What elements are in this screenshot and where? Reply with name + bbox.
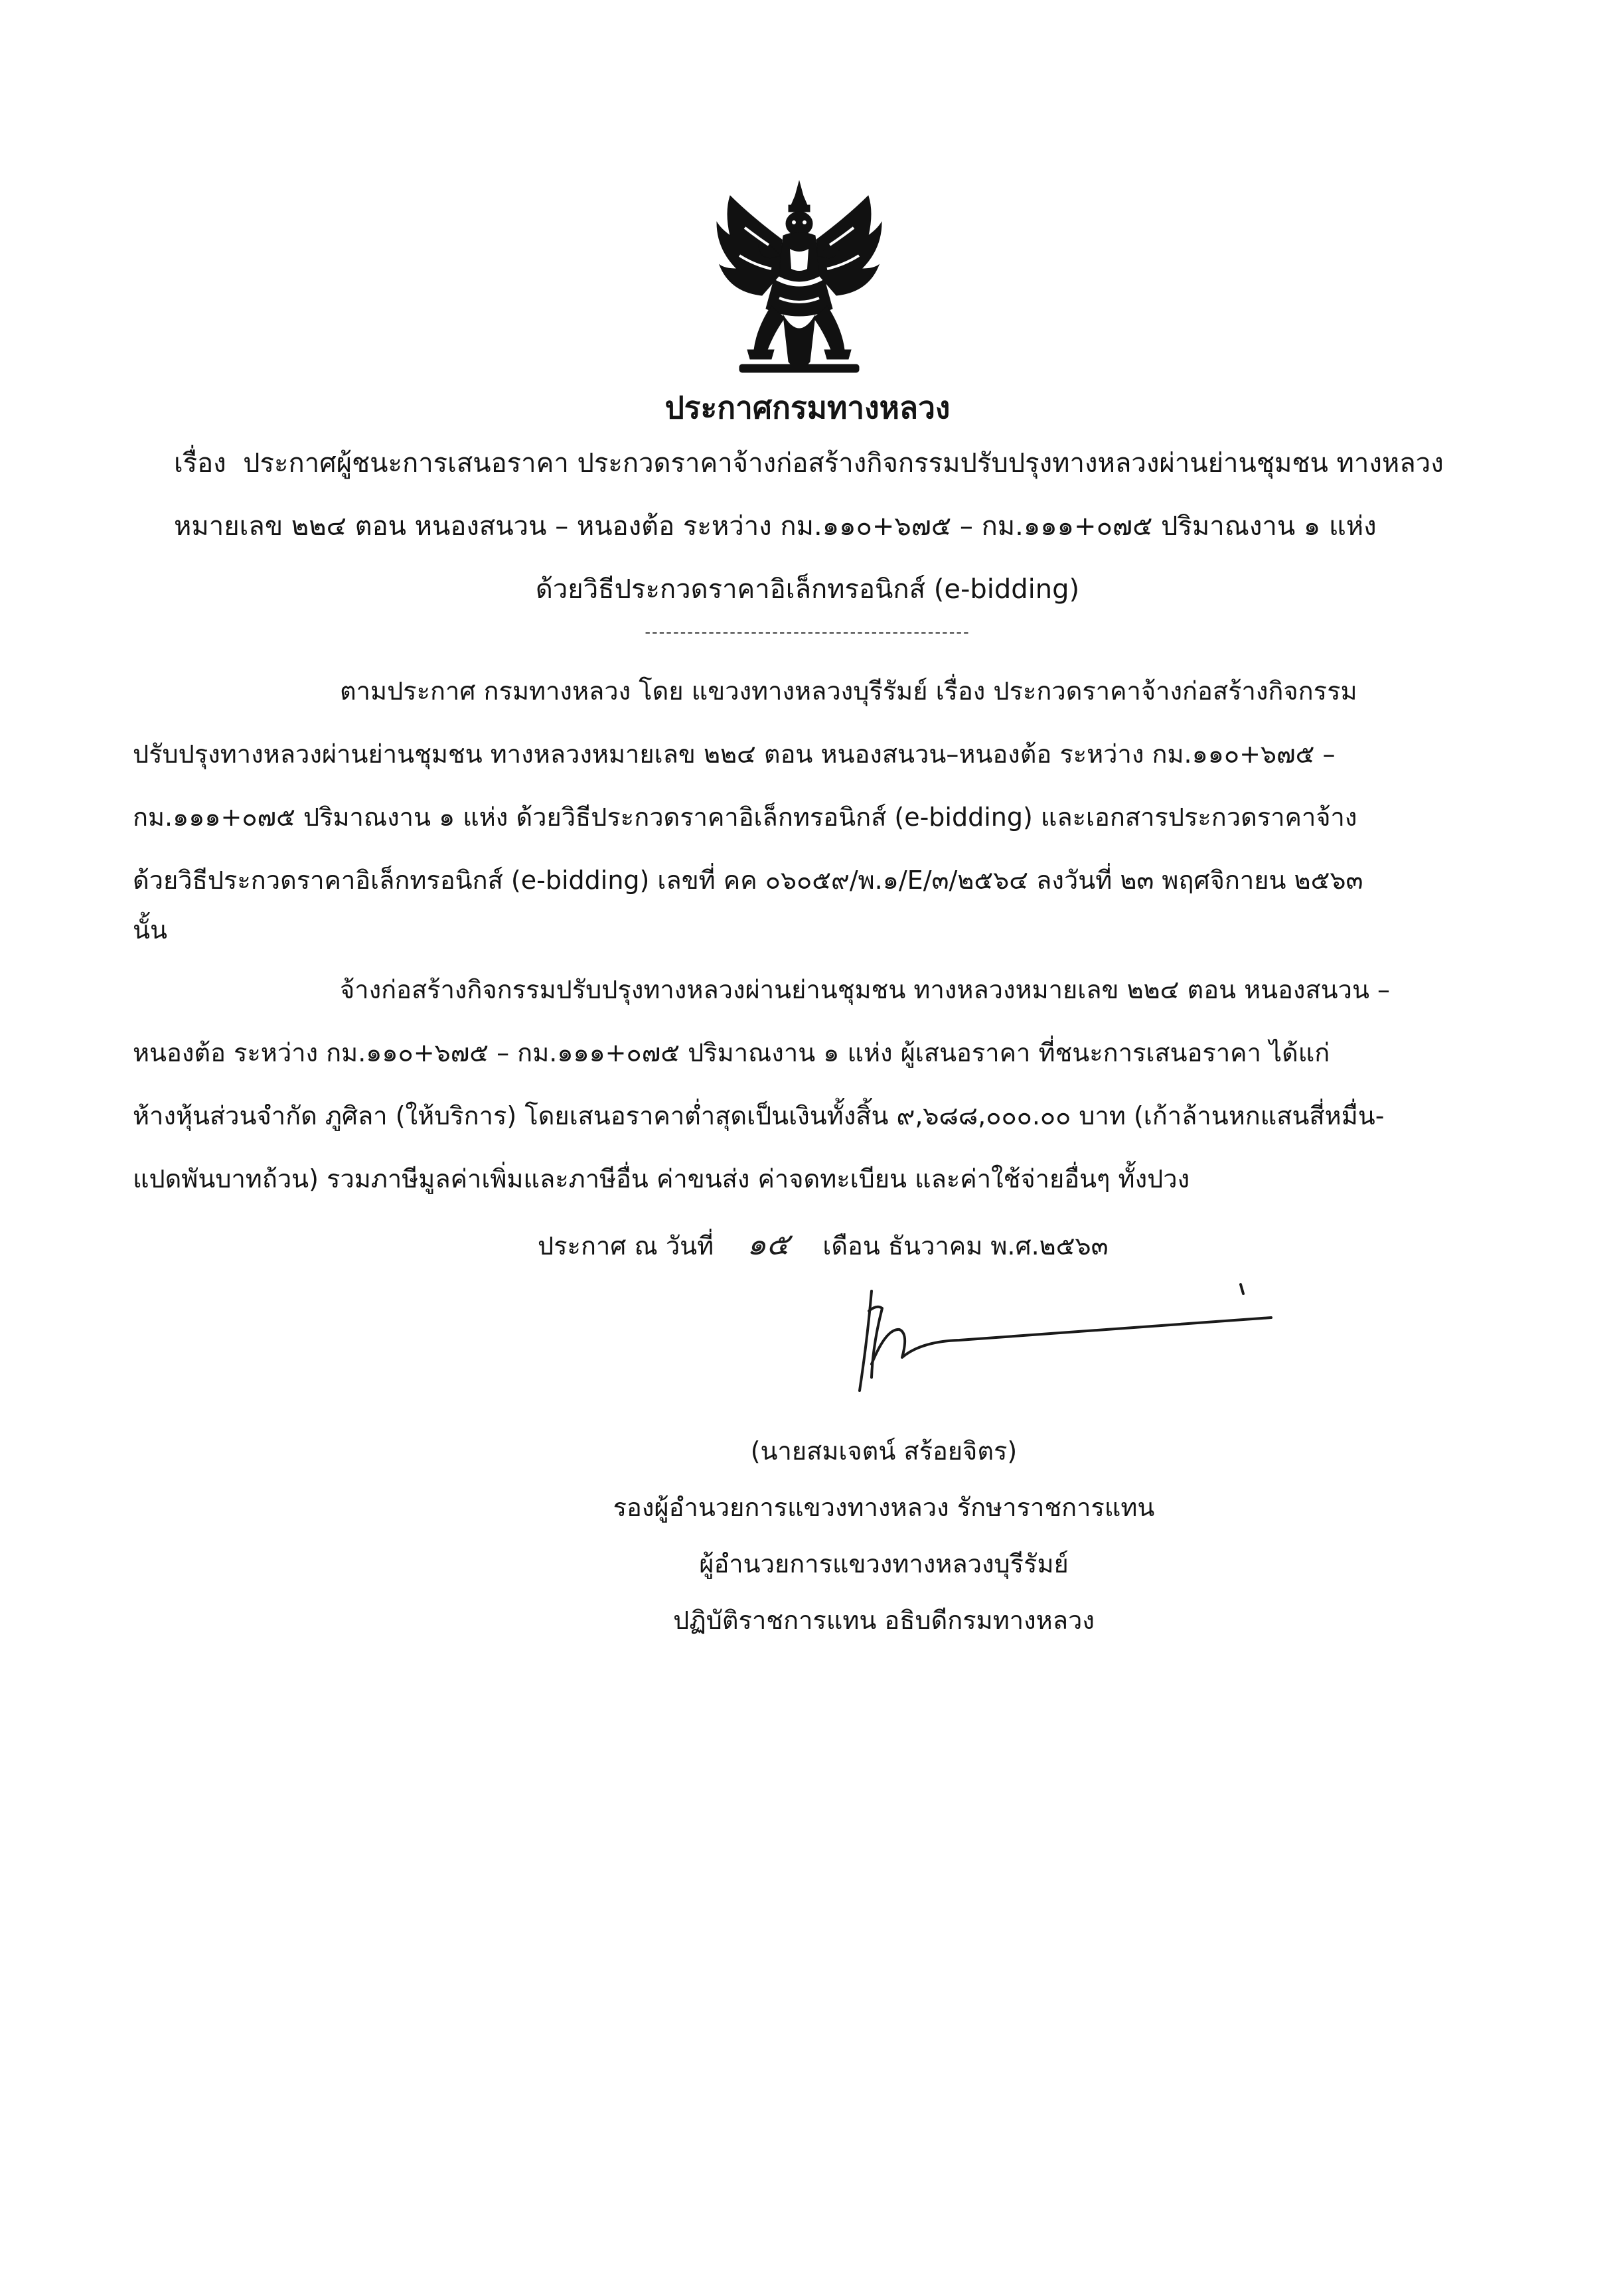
paragraph-1-line-2: ปรับปรุงทางหลวงผ่านย่านชุมชน ทางหลวงหมายเลข ๒๒๔ ตอน หนองสนวน–หนองต้อ ระหว่าง กม.๑๑๐+๖๗๕ – [133, 739, 1336, 769]
paragraph-2-line-1: จ้างก่อสร้างกิจกรรมปรับปรุงทางหลวงผ่านย่านชุมชน ทางหลวงหมายเลข ๒๒๔ ตอน หนองสนวน – [340, 975, 1391, 1004]
subject-text-1: ประกาศผู้ชนะการเสนอราคา ประกวดราคาจ้างก่อสร้างกิจกรรมปรับปรุงทางหลวงผ่านย่านชุมชน ทางหลวง [243, 448, 1444, 479]
signatory-position-2: ผู้อำนวยการแขวงทางหลวงบุรีรัมย์ [699, 1549, 1069, 1578]
document-title: ประกาศกรมทางหลวง [664, 390, 951, 425]
paragraph-1-line-3: กม.๑๑๑+๐๗๕ ปริมาณงาน ๑ แห่ง ด้วยวิธีประกวดราคาอิเล็กทรอนิกส์ (e-bidding) และเอกสารประกวดราคาจ้าง [133, 803, 1357, 832]
subject-line-3: ด้วยวิธีประกวดราคาอิเล็กทรอนิกส์ (e-bidding) [535, 574, 1080, 605]
date-day-handwritten: ๑๕ [747, 1226, 790, 1262]
signatory-position-3: ปฏิบัติราชการแทน อธิบดีกรมทางหลวง [673, 1606, 1095, 1635]
announcement-date [538, 1220, 1109, 1268]
paragraph-1-line-5: นั้น [133, 915, 167, 945]
paragraph-2-line-4: แปดพันบาทถ้วน) รวมภาษีมูลค่าเพิ่มและภาษีอื่น ค่าขนส่ง ค่าจดทะเบียน และค่าใช้จ่ายอื่นๆ ทั้งปวง [133, 1164, 1190, 1193]
signatory-name: (นายสมเจตน์ สร้อยจิตร) [750, 1436, 1018, 1466]
paragraph-1-line-4: ด้วยวิธีประกวดราคาอิเล็กทรอนิกส์ (e-bidding) เลขที่ คค ๐๖๐๕๙/พ.๑/E/๓/๒๕๖๔ ลงวันที่ ๒๓ พฤศจิกายน ๒๕๖๓ [133, 866, 1363, 895]
subject-label: เรื่อง [174, 448, 226, 479]
date-suffix: เดือน ธันวาคม พ.ศ.๒๕๖๓ [822, 1231, 1109, 1261]
signatory-position-1: รองผู้อำนวยการแขวงทางหลวง รักษาราชการแทน [613, 1493, 1155, 1522]
paragraph-2-line-2: หนองต้อ ระหว่าง กม.๑๑๐+๖๗๕ – กม.๑๑๑+๐๗๕ ปริมาณงาน ๑ แห่ง ผู้เสนอราคา ที่ชนะการเสนอราคา ได้แก่ [133, 1038, 1330, 1067]
paragraph-1-line-1: ตามประกาศ กรมทางหลวง โดย แขวงทางหลวงบุรีรัมย์ เรื่อง ประกวดราคาจ้างก่อสร้างกิจกรรม [340, 676, 1357, 706]
subject-line-2: หมายเลข ๒๒๔ ตอน หนองสนวน – หนองต้อ ระหว่าง กม.๑๑๐+๖๗๕ – กม.๑๑๑+๐๗๕ ปริมาณงาน ๑ แห่ง [174, 511, 1377, 542]
paragraph-2-line-3: ห้างหุ้นส่วนจำกัด ภูศิลา (ให้บริการ) โดยเสนอราคาต่ำสุดเป็นเงินทั้งสิ้น ๙,๖๘๘,๐๐๐.๐๐ บาท (เก้าล้านหกแสนสี่หมื่น- [133, 1101, 1385, 1130]
separator-line: ---------------------------------------------- [645, 623, 970, 641]
date-prefix: ประกาศ ณ วันที่ [538, 1231, 714, 1261]
subject-line-1 [174, 441, 1444, 484]
garuda-emblem-icon [710, 176, 888, 382]
handwritten-signature [833, 1264, 1284, 1424]
